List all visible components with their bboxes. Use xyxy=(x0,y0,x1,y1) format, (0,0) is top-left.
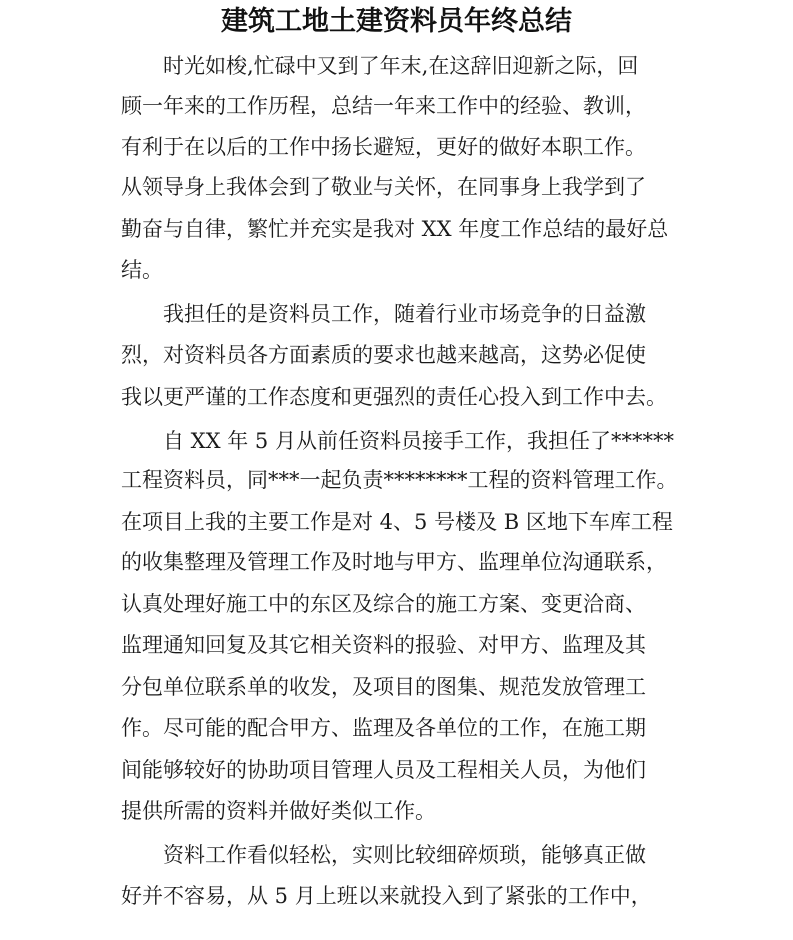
paragraph-3-line-4: 的收集整理及管理工作及时地与甲方、监理单位沟通联系， xyxy=(121,550,667,574)
paragraph-1-line-5: 勤奋与自律，繁忙并充实是我对 XX 年度工作总结的最好总 xyxy=(121,217,669,241)
document-title: 建筑工地土建资料员年终总结 xyxy=(221,6,572,37)
paragraph-1-line-3: 有利于在以后的工作中扬长避短，更好的做好本职工作。 xyxy=(121,135,646,159)
paragraph-2-line-3: 我以更严谨的工作态度和更强烈的责任心投入到工作中去。 xyxy=(121,385,667,409)
paragraph-3-line-5: 认真处理好施工中的东区及综合的施工方案、变更洽商、 xyxy=(121,592,646,616)
paragraph-4-line-2: 好并不容易，从 5 月上班以来就投入到了紧张的工作中， xyxy=(121,884,652,908)
paragraph-3-line-1: 自 XX 年 5 月从前任资料员接手工作，我担任了****** xyxy=(163,429,674,453)
paragraph-1-line-2: 顾一年来的工作历程，总结一年来工作中的经验、教训， xyxy=(121,94,646,118)
paragraph-1-line-6: 结。 xyxy=(121,258,163,282)
paragraph-1-line-4: 从领导身上我体会到了敬业与关怀，在同事身上我学到了 xyxy=(121,175,646,199)
paragraph-3-line-9: 间能够较好的协助项目管理人员及工程相关人员，为他们 xyxy=(121,758,646,782)
paragraph-3-line-8: 作。尽可能的配合甲方、监理及各单位的工作，在施工期 xyxy=(121,716,646,740)
paragraph-3-line-2: 工程资料员，同***一起负责********工程的资料管理工作。 xyxy=(121,468,678,492)
paragraph-4-line-1: 资料工作看似轻松，实则比较细碎烦琐，能够真正做 xyxy=(163,843,646,867)
paragraph-3-line-10: 提供所需的资料并做好类似工作。 xyxy=(121,799,436,823)
paragraph-1-line-1: 时光如梭,忙碌中又到了年末,在这辞旧迎新之际，回 xyxy=(163,54,639,78)
paragraph-2-line-1: 我担任的是资料员工作，随着行业市场竞争的日益激 xyxy=(163,302,646,326)
paragraph-3-line-6: 监理通知回复及其它相关资料的报验、对甲方、监理及其 xyxy=(121,633,646,657)
paragraph-3-line-3: 在项目上我的主要工作是对 4、5 号楼及 B 区地下车库工程 xyxy=(121,510,673,534)
paragraph-2-line-2: 烈，对资料员各方面素质的要求也越来越高，这势必促使 xyxy=(121,343,646,367)
paragraph-3-line-7: 分包单位联系单的收发，及项目的图集、规范发放管理工 xyxy=(121,675,646,699)
